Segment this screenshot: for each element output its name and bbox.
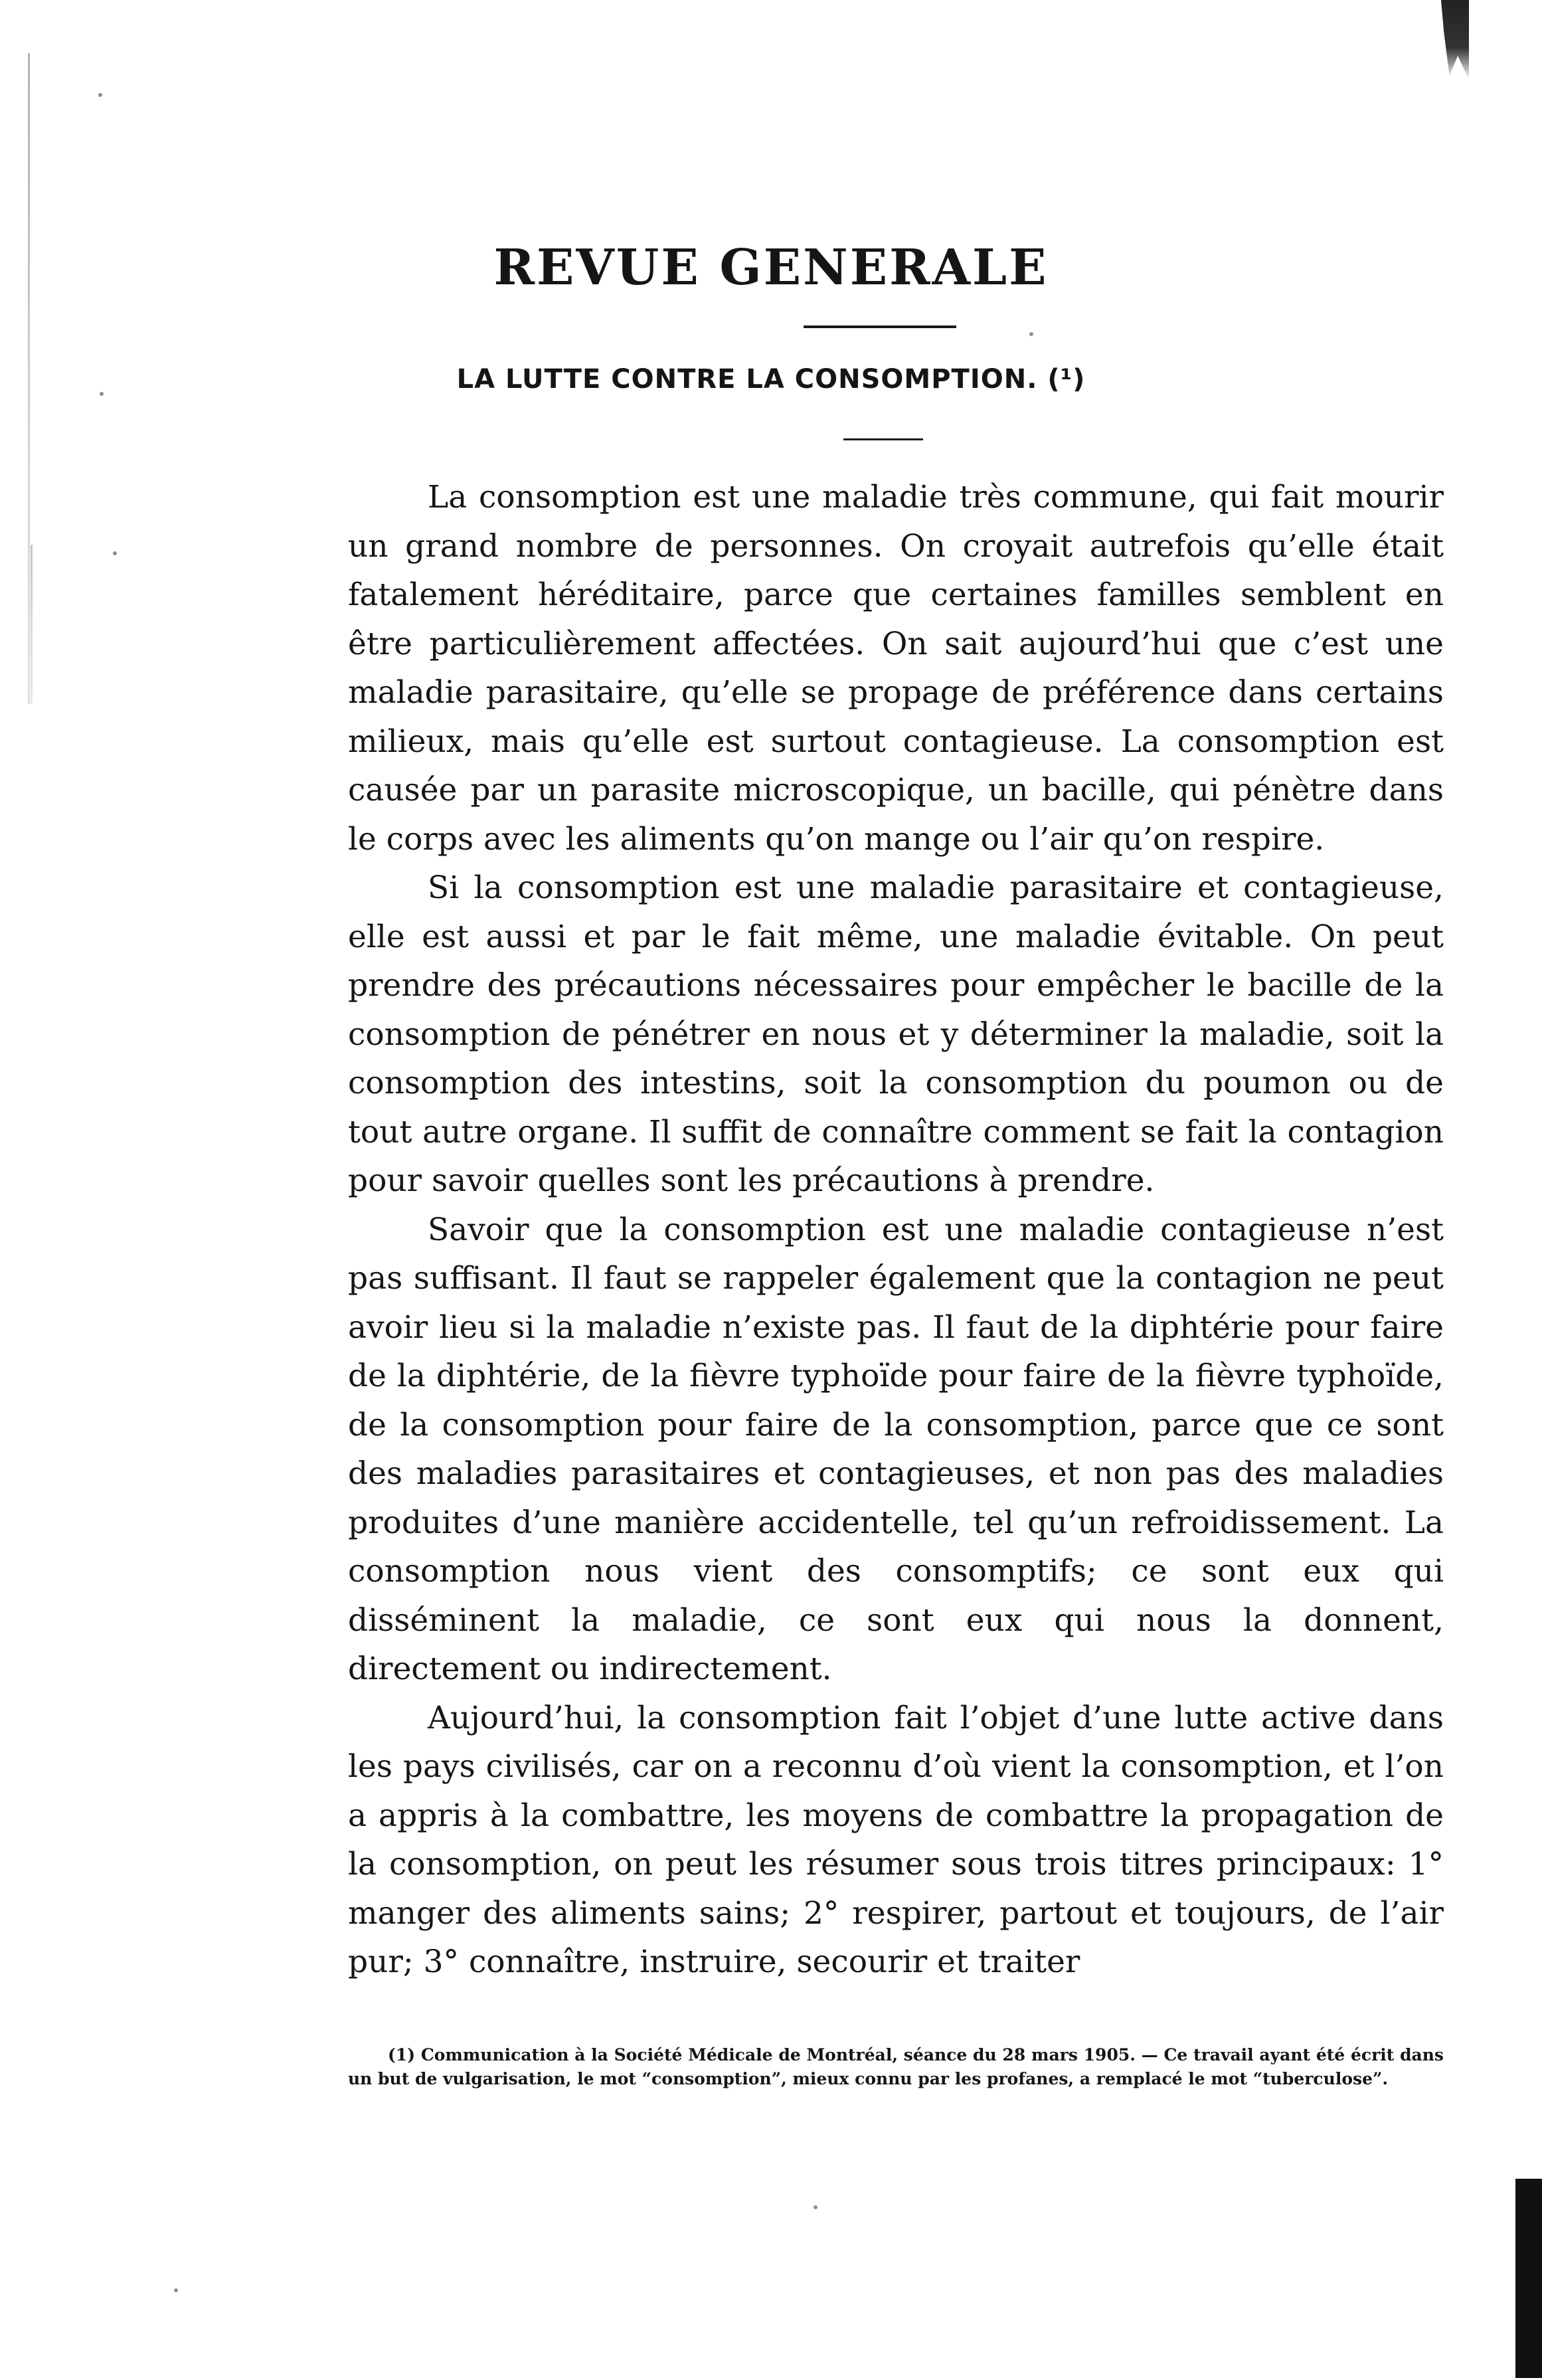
paragraph: Savoir que la consomption est une maladie contagieuse n’est pas suffisant. Il faut se rappeler également que la contagion ne peut avoir lieu si la maladie n’existe pas. Il faut de la diphtérie pour faire de la diphtérie, de la fièvre typhoïde pour faire de la fièvre typhoïde, de la consomption pour faire de la consomption, parce que ce sont des maladies parasitaires et contagieuses, et non pas des maladies produites d’une manière accidentelle, tel qu’un refroidissement. La consomption nous vient des consomptifs; ce sont eux qui disséminent la maladie, ce sont eux qui nous la donnent, directement ou indirectement. bbox=[348, 1211, 1444, 1687]
scan-speck bbox=[98, 93, 102, 97]
paragraph: La consomption est une maladie très commune, qui fait mourir un grand nombre de personnes. On croyait autrefois qu’elle était fatalement héréditaire, parce que certaines familles semblent en être particulièrement affectées. On sait aujourd’hui que c’est une maladie parasitaire, qu’elle se propage de préférence dans certains milieux, mais qu’elle est surtout contagieuse. La consomption est causée par un parasite microscopique, un bacille, qui pénètre dans le corps avec les aliments qu’on mange ou l’air qu’on respire. bbox=[348, 479, 1444, 858]
article-body bbox=[348, 473, 1444, 1987]
paragraph: Aujourd’hui, la consomption fait l’objet d’une lutte active dans les pays civilisés, car on a reconnu d’où vient la consomption, et l’on a appris à la combattre, les moyens de combattre la propagation de la consomption, on peut les résumer sous trois titres principaux: 1° manger des aliments sains; 2° respirer, partout et toujours, de l’air pur; 3° connaître, instruire, secourir et traiter bbox=[348, 1699, 1444, 1980]
scan-corner-mark bbox=[1441, 0, 1469, 80]
scan-speck bbox=[1029, 332, 1033, 336]
heading-divider bbox=[843, 438, 923, 440]
scan-speck bbox=[113, 551, 117, 555]
footnote: (1) Communication à la Société Médicale de Montréal, séance du 28 mars 1905. — Ce travail ayant été écrit dans un but de vulgarisation, le mot “consomption”, mieux connu par les profanes, a remplacé le mot “tuberculose”. bbox=[348, 2045, 1444, 2088]
title-divider bbox=[804, 325, 956, 328]
scan-speck bbox=[814, 2205, 817, 2209]
scan-speck bbox=[174, 2288, 178, 2292]
scan-edge-mark bbox=[1515, 2179, 1542, 2378]
page-title: REVUE GENERALE bbox=[493, 239, 1049, 296]
article-heading: LA LUTTE CONTRE LA CONSOMPTION. (¹) bbox=[456, 364, 1086, 395]
paragraph: Si la consomption est une maladie parasitaire et contagieuse, elle est aussi et par le fait même, une maladie évitable. On peut prendre des précautions nécessaires pour empêcher le bacille de la consomption de pénétrer en nous et y déterminer la maladie, soit la consomption des intestins, soit la consomption du poumon ou de tout autre organe. Il suffit de connaître comment se fait la contagion pour savoir quelles sont les précautions à prendre. bbox=[348, 870, 1444, 1199]
scan-edge-line-secondary bbox=[31, 545, 33, 704]
